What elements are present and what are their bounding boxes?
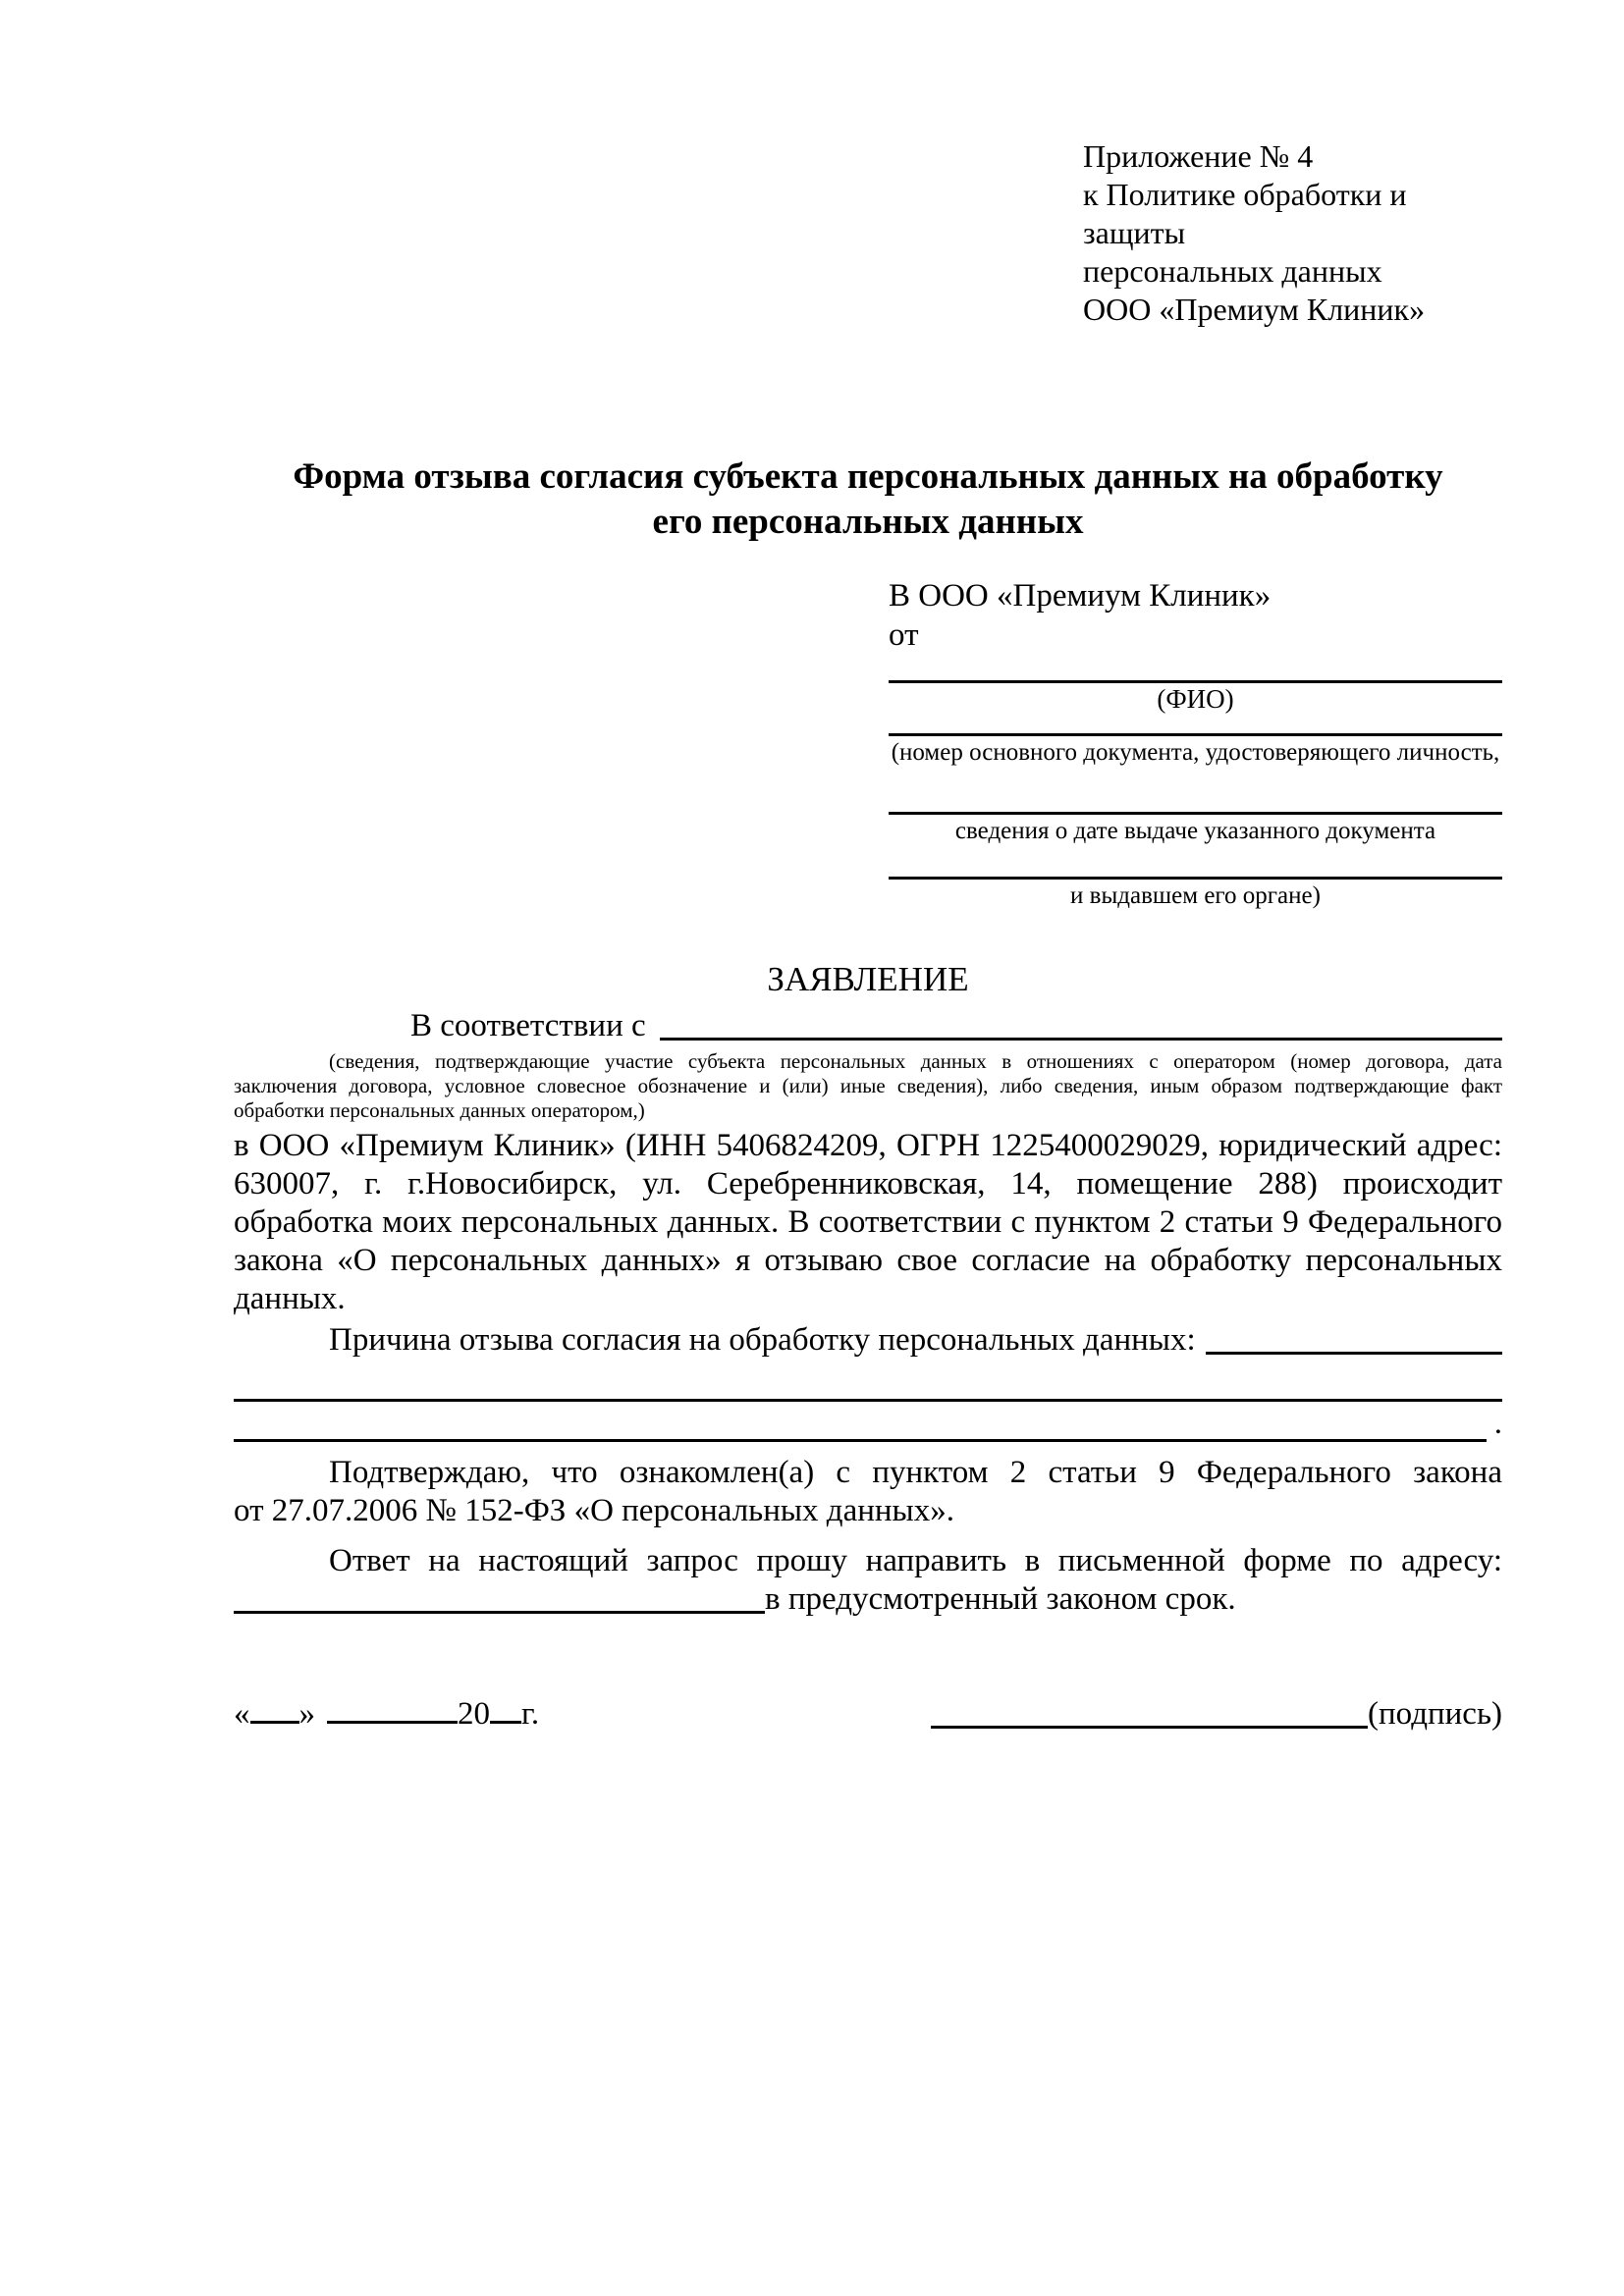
document-number-caption: (номер основного документа, удостоверяющего личность, xyxy=(891,739,1500,766)
intro-note-line-2: заключения договора, условное словесное обозначение и (или) иные сведения), либо сведения, иным образом подтверждающие факт xyxy=(234,1074,1502,1097)
footer-row xyxy=(234,1691,1502,1734)
intro-note xyxy=(234,1049,1502,1123)
intro-row xyxy=(234,1004,1502,1047)
statement-body-line-3: обработка моих персональных данных. В соответствии с пунктом 2 статьи 9 Федерального xyxy=(234,1204,1502,1240)
document-date-blank-line xyxy=(889,812,1502,815)
intro-blank-line xyxy=(660,1038,1502,1041)
appendix-header-line-4: ООО «Премиум Клиник» xyxy=(1083,292,1426,327)
issuing-authority-blank-line xyxy=(889,877,1502,880)
signature-caption: (подпись) xyxy=(1368,1696,1502,1732)
statement-body xyxy=(234,1127,1502,1318)
document-number-blank-line xyxy=(889,733,1502,736)
reason-period: . xyxy=(1493,1406,1502,1441)
appendix-header-line-1: Приложение № 4 xyxy=(1083,138,1314,174)
statement-body-line-1: в ООО «Премиум Клиник» (ИНН 5406824209, ОГРН 1225400029029, юридический адрес: xyxy=(234,1128,1502,1163)
reply-line-2 xyxy=(234,1580,1502,1619)
confirmation-line-2: от 27.07.2006 № 152-ФЗ «О персональных данных». xyxy=(234,1493,954,1528)
document-title-line-1: Форма отзыва согласия субъекта персональных данных на обработку xyxy=(293,456,1443,497)
reason-blank-row-2 xyxy=(234,1402,1502,1442)
intro-prefix: В соответствии с xyxy=(410,1008,646,1043)
date-open-quote: « xyxy=(234,1696,250,1732)
intro-note-line-1: (сведения, подтверждающие участие субъекта персональных данных в отношениях с оператором (номер договора, дата xyxy=(329,1049,1502,1073)
fio-blank-line xyxy=(889,680,1502,683)
signature-blank-line xyxy=(931,1726,1368,1729)
statement-heading: ЗАЯВЛЕНИЕ xyxy=(767,960,969,998)
date-year-blank xyxy=(490,1691,521,1724)
date-year-suffix: г. xyxy=(521,1696,540,1732)
date-month-blank xyxy=(327,1691,458,1724)
reason-label: Причина отзыва согласия на обработку персональных данных: xyxy=(329,1322,1196,1358)
reason-blank-line xyxy=(1206,1352,1502,1355)
signature-group xyxy=(931,1694,1502,1734)
date-day-blank xyxy=(250,1691,299,1724)
addressee-to: В ООО «Премиум Клиник» xyxy=(889,578,1272,614)
reason-blank-row-1 xyxy=(234,1362,1502,1402)
issuing-authority-caption: и выдавшем его органе) xyxy=(1070,882,1321,909)
addressee-block xyxy=(889,576,1502,910)
reply-paragraph xyxy=(234,1542,1502,1619)
date-group xyxy=(234,1691,539,1734)
reply-line-1: Ответ на настоящий запрос прошу направить в письменной форме по адресу: xyxy=(329,1543,1502,1578)
reason-row xyxy=(234,1318,1502,1362)
reply-address-blank-line xyxy=(234,1611,765,1614)
appendix-header-line-3: персональных данных xyxy=(1083,253,1382,289)
date-year-prefix: 20 xyxy=(458,1696,490,1732)
date-close-quote: » xyxy=(298,1696,315,1732)
addressee-from: от xyxy=(889,617,919,653)
reason-blank-row-2-line xyxy=(234,1402,1487,1442)
appendix-header xyxy=(1083,137,1502,329)
document-date-caption: сведения о дате выдаче указанного документа xyxy=(954,818,1436,844)
appendix-header-line-2: к Политике обработки и защиты xyxy=(1083,177,1407,250)
confirmation-paragraph xyxy=(234,1454,1502,1530)
statement-body-line-4: закона «О персональных данных» я отзываю свое согласие на обработку персональных xyxy=(234,1243,1502,1278)
statement-body-line-2: 630007, г. г.Новосибирск, ул. Серебренниковская, 14, помещение 288) происходит xyxy=(234,1166,1502,1201)
statement-body-line-5: данных. xyxy=(234,1281,346,1316)
reply-line-2-suffix: в предусмотренный законом срок. xyxy=(765,1581,1236,1617)
confirmation-line-1: Подтверждаю, что ознакомлен(а) с пунктом 2 статьи 9 Федерального закона xyxy=(329,1455,1502,1490)
fio-caption: (ФИО) xyxy=(1157,684,1234,714)
intro-note-line-3: обработки персональных данных оператором,) xyxy=(234,1098,645,1122)
document-title xyxy=(234,454,1502,545)
document-title-line-2: его персональных данных xyxy=(652,502,1084,542)
